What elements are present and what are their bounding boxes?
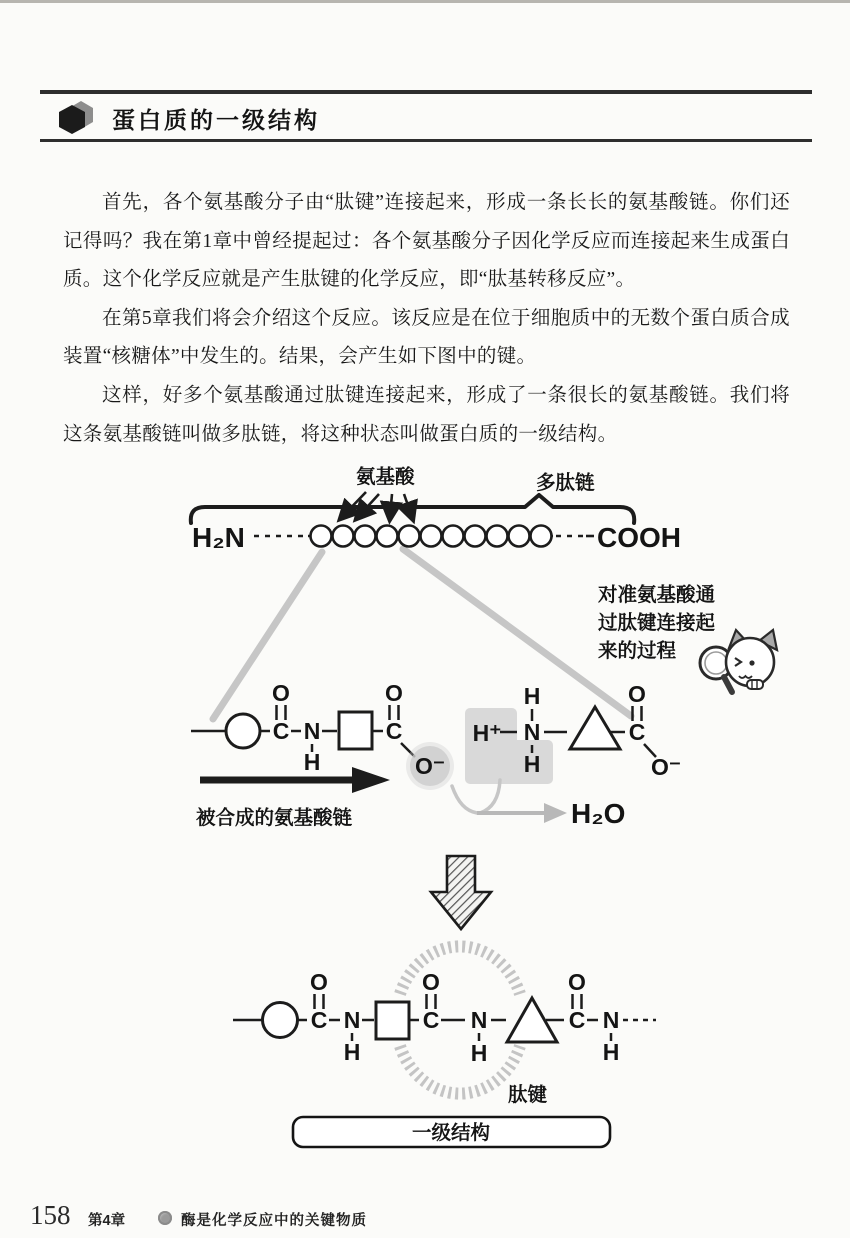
atom-h: H xyxy=(343,1039,361,1065)
atom-h: H xyxy=(602,1039,620,1065)
residue-square xyxy=(376,1002,409,1039)
bead xyxy=(355,526,376,547)
bead xyxy=(509,526,530,547)
bead xyxy=(421,526,442,547)
h-plus: H⁺ xyxy=(472,720,502,746)
note-line-3: 来的过程 xyxy=(598,640,677,662)
reaction-arrowhead xyxy=(352,767,390,793)
atom-o: O xyxy=(385,680,403,706)
magnifying-glass-handle xyxy=(724,677,732,692)
water-label: H₂O xyxy=(571,798,626,829)
bead xyxy=(487,526,508,547)
page-title: 蛋白质的一级结构 xyxy=(112,107,320,133)
atom-o: O xyxy=(310,969,328,995)
atom-o: O xyxy=(422,969,440,995)
peptide-bond-circle-bottom xyxy=(400,1046,520,1094)
note-line-1: 对准氨基酸通 xyxy=(598,584,716,606)
amino-acid-beads xyxy=(311,526,552,547)
chain-brace xyxy=(191,495,634,523)
atom-n: N xyxy=(523,719,541,745)
bead xyxy=(465,526,486,547)
atom-c: C xyxy=(628,719,646,745)
atom-o: O xyxy=(272,680,290,706)
product-diagram xyxy=(233,946,656,1106)
footer-chapter: 第4章 xyxy=(88,1213,126,1229)
atom-n: N xyxy=(470,1007,488,1033)
o-minus: O⁻ xyxy=(414,753,446,779)
zoom-line-left xyxy=(213,552,322,719)
c-terminus: COOH xyxy=(597,522,681,553)
atom-h: H xyxy=(523,683,541,709)
magnifier-note xyxy=(598,583,716,662)
atom-h: H xyxy=(303,749,321,775)
cat-eye xyxy=(749,660,754,665)
cat-paw xyxy=(747,680,763,689)
o-minus: O⁻ xyxy=(650,754,682,780)
zoom-line-right xyxy=(403,549,631,716)
atom-c: C xyxy=(568,1007,586,1033)
synthesized-chain-label: 被合成的氨基酸链 xyxy=(196,807,353,829)
atom-o: O xyxy=(628,681,646,707)
water-curve-left xyxy=(452,786,477,813)
peptide-bond-label: 肽键 xyxy=(508,1084,548,1106)
down-arrow-icon xyxy=(431,856,491,929)
footer-book-title: 酶是化学反应中的关键物质 xyxy=(181,1213,367,1229)
atom-n: N xyxy=(343,1007,361,1033)
primary-structure-box xyxy=(293,1117,610,1147)
paragraph-2: 在第5章我们将会介绍这个反应。该反应是在位于细胞质中的无数个蛋白质合成装置“核糖体”中发生的。结果，会产生如下图中的键。 xyxy=(63,307,790,368)
atom-c: C xyxy=(385,718,403,744)
amino-acid-pointer-arrows xyxy=(342,492,412,517)
amino-acid-label: 氨基酸 xyxy=(356,466,415,488)
bead xyxy=(531,526,552,547)
bead xyxy=(377,526,398,547)
atom-c: C xyxy=(422,1007,440,1033)
atom-c: C xyxy=(272,718,290,744)
residue-circle xyxy=(226,714,260,748)
atom-n: N xyxy=(602,1007,620,1033)
cat-mascot xyxy=(700,630,777,692)
atom-h: H xyxy=(470,1040,488,1066)
atom-c: C xyxy=(310,1007,328,1033)
bead xyxy=(333,526,354,547)
footer-bullet-icon xyxy=(158,1211,172,1225)
page-number: 158 xyxy=(30,1200,71,1230)
atom-h: H xyxy=(523,751,541,777)
bead xyxy=(399,526,420,547)
atom-o: O xyxy=(568,969,586,995)
residue-square xyxy=(339,712,372,749)
paragraph-3: 这样，好多个氨基酸通过肽键连接起来，形成了一条很长的氨基酸链。我们将这条氨基酸链叫做多肽链，将这种状态叫做蛋白质的一级结构。 xyxy=(63,384,790,445)
atom-n: N xyxy=(303,718,321,744)
residue-triangle xyxy=(570,707,620,749)
bead xyxy=(443,526,464,547)
primary-structure-label: 一级结构 xyxy=(411,1122,491,1144)
bead xyxy=(311,526,332,547)
water-arrowhead xyxy=(544,803,567,823)
residue-circle xyxy=(263,1003,298,1038)
polypeptide-label: 多肽链 xyxy=(536,472,595,494)
water-curve-right xyxy=(480,780,500,813)
note-line-2: 过肽键连接起 xyxy=(598,612,716,634)
paragraph-1: 首先，各个氨基酸分子由“肽键”连接起来，形成一条长长的氨基酸链。你们还记得吗？我在第1章中曾经提起过：各个氨基酸分子因化学反应而连接起来生成蛋白质。这个化学反应就是产生肽键的化学反应，即“肽基转移反应”。 xyxy=(63,192,790,291)
n-terminus: H₂N xyxy=(192,522,245,553)
peptide-bond-circle-top xyxy=(400,946,520,994)
